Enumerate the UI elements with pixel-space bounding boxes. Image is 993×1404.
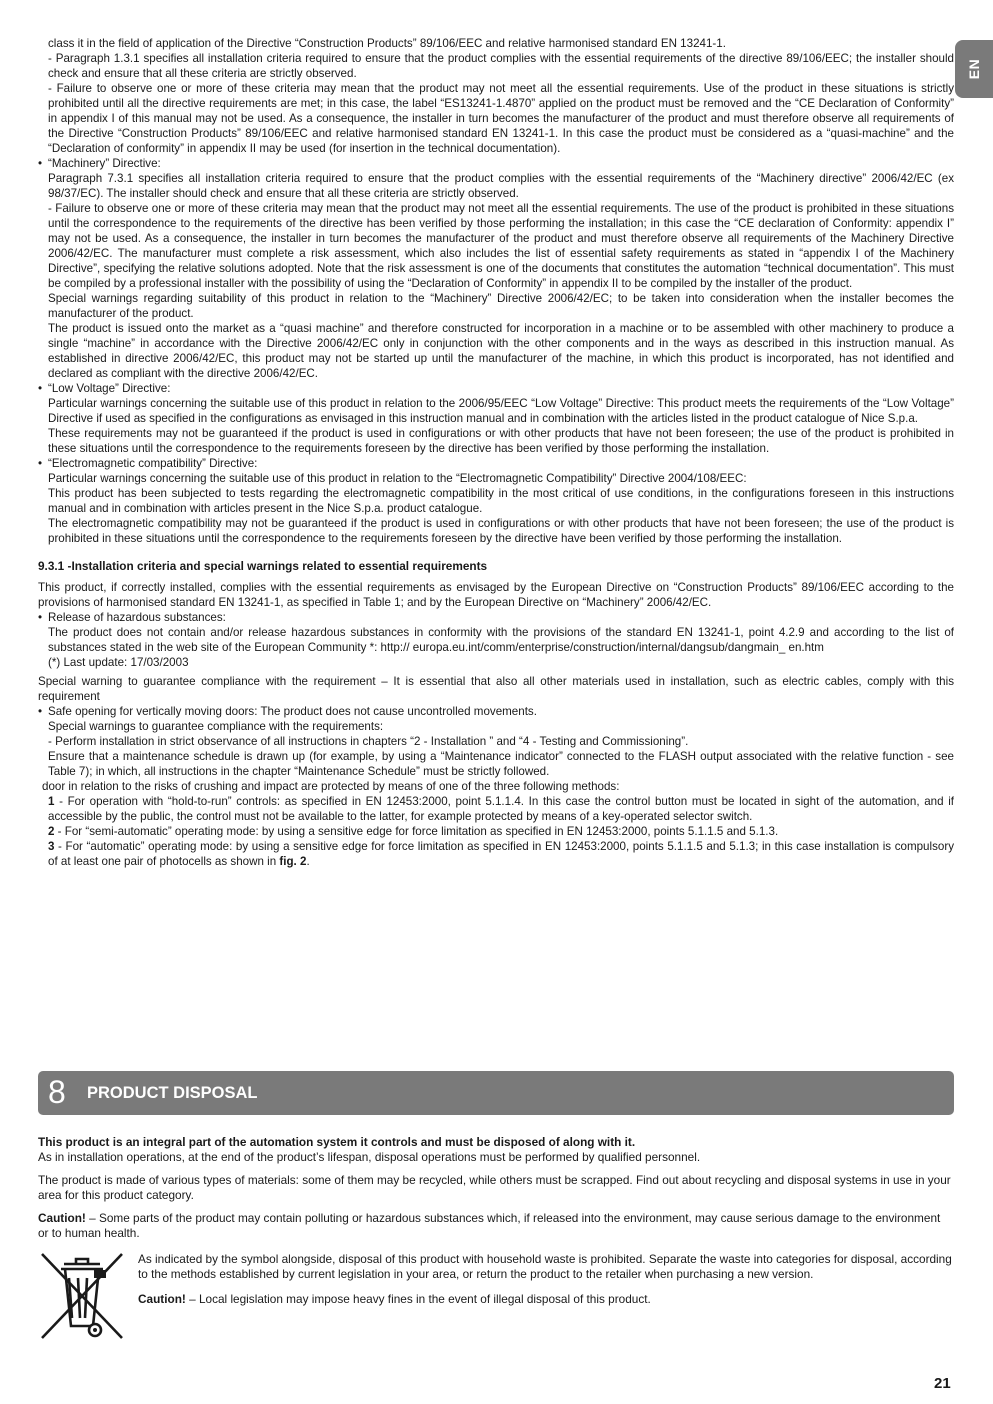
bullet-emc bbox=[38, 456, 954, 471]
bullet-low-voltage bbox=[38, 381, 954, 396]
language-tab-label: EN bbox=[966, 58, 982, 80]
bullet-heading: “Machinery” Directive: bbox=[48, 157, 161, 170]
bullet-safe-opening bbox=[38, 704, 954, 719]
paragraph: This product has been subjected to tests regarding the electromagnetic compatibility in the most critical of use conditions, in the configurations foreseen in this instructions manual and in combination with articles present in the Nice S.p.a. product catalogue. bbox=[48, 487, 954, 515]
bullet-heading: “Low Voltage” Directive: bbox=[48, 382, 171, 395]
method-text: - For “automatic” operating mode: by using a sensitive edge for force limitation as specified in EN 12453:2000, points 5.1.1.5 and 5.1.3; in this case installation is compulsory of at least one pair of photocells as shown in bbox=[48, 840, 954, 868]
section-title: PRODUCT DISPOSAL bbox=[87, 1084, 258, 1102]
bullet-icon: • bbox=[38, 705, 43, 718]
bullet-heading: “Electromagnetic compatibility” Directive: bbox=[48, 457, 258, 470]
bullet-heading: Release of hazardous substances: bbox=[48, 611, 226, 624]
method-1 bbox=[38, 794, 954, 824]
paragraph: (*) Last update: 17/03/2003 bbox=[48, 656, 189, 669]
paragraph: Special warnings to guarantee compliance with the requirements: bbox=[48, 720, 384, 733]
paragraph: - Failure to observe one or more of these criteria may mean that the product may not meet all the essential requirements. Use of the product in these situations is strictly prohibited until all the directive requirements are met; in this case, the label “ES13241-1.4870” applied on the product must be removed and the “CE Declaration of Conformity” in appendix I of this manual may not be used. As a consequence, the installer in turn becomes the manufacturer of the product and must therefore observe all requirements of the Directive “Construction Products” 89/106/EEC and relative harmonised standard EN 13241-1. In this case the product must be considered as a “quasi-machine” and the “Declaration of conformity” in appendix II may be used (for insertion in the technical documentation). bbox=[48, 82, 954, 155]
method-text: - For “semi-automatic” operating mode: by using a sensitive edge for force limitation as specified in EN 12453:2000, points 5.1.1.5 and 5.1.3. bbox=[54, 825, 779, 838]
paragraph: These requirements may not be guaranteed if the product is used in configurations or with other products that have not been foreseen; the use of the product is prohibited in these situations until the correspondence to the requirements foreseen by the directive has been verified by those performing the installation. bbox=[48, 427, 954, 455]
bullet-machinery bbox=[38, 156, 954, 171]
paragraph: The electromagnetic compatibility may not be guaranteed if the product is used in configurations or with other products that have not been foreseen; the use of the product is prohibited in these situations until the correspondence to the requirements foreseen by the directive have been verified by those performing the installation. bbox=[48, 517, 954, 545]
section-number: 8 bbox=[48, 1074, 66, 1110]
bullet-heading: Safe opening for vertically moving doors: The product does not cause uncontrolled movements. bbox=[48, 705, 537, 718]
figure-reference: fig. 2 bbox=[279, 855, 307, 868]
paragraph: - Failure to observe one or more of these criteria may mean that the product may not meet all the essential requirements. The use of the product is prohibited in these situations until the correspondence to the requirements of the directive has been verified by those performing the installation; in this case the “CE declaration of Conformity: appendix I” may not be used. As a consequence, the installer in turn becomes the manufacturer of the product and must therefore observe all requirements of the Machinery Directive 2006/42/EC. The manufacturer must complete a risk assessment, which also includes the list of essential safety requirements as stated in “appendix I of the Machinery Directive”, specifying the relative solutions adopted. Note that the risk assessment is one of the documents that constitutes the automation “technical documentation”. This must be compiled by a professional installer with the possibility of using the “Declaration of Conformity” in appendix II to be compiled by the installer of the product. bbox=[48, 202, 954, 290]
paragraph: - Perform installation in strict observance of all instructions in chapters “2 - Installation ” and “4 - Testing and Commissioning”. bbox=[48, 735, 689, 748]
language-tab bbox=[955, 40, 993, 98]
paragraph: Particular warnings concerning the suitable use of this product in relation to the “Electromagnetic Compatibility” Directive 2004/108/EEC: bbox=[48, 472, 747, 485]
paragraph: The product is made of various types of materials: some of them may be recycled, while others must be scrapped. Find out about recycling and disposal systems in use in your area for this product category. bbox=[38, 1173, 951, 1202]
paragraph: Ensure that a maintenance schedule is drawn up (for example, by using a “Maintenance indicator” connected to the FLASH output associated with the relative function - see Table 7); in which, all instructions in the chapter “Maintenance Schedule” must be strictly followed. bbox=[48, 750, 954, 778]
bullet-icon: • bbox=[38, 382, 43, 395]
paragraph: Special warning to guarantee compliance with the requirement – It is essential that also all other materials used in installation, such as electric cables, comply with this requirement bbox=[38, 675, 954, 703]
caution-text: – Some parts of the product may contain polluting or hazardous substances which, if released into the environment, may cause serious damage to the environment or to human health. bbox=[38, 1211, 941, 1240]
caution-paragraph bbox=[38, 1211, 954, 1241]
bin-text-block bbox=[138, 1252, 954, 1307]
intro-bold: This product is an integral part of the automation system it controls and must be disposed of along with it. bbox=[38, 1135, 636, 1149]
method-2 bbox=[38, 824, 954, 839]
method-number: 3 bbox=[48, 840, 55, 853]
caution-label: Caution! bbox=[38, 1211, 86, 1225]
method-number: 2 bbox=[48, 825, 55, 838]
paragraph: Particular warnings concerning the suitable use of this product in relation to the 2006/95/EEC “Low Voltage” Directive: This product meets the requirements of the “Low Voltage” Directive if used as specified in the configurations as envisaged in this instruction manual and in combination with the articles listed in the product catalogue of Nice S.p.a. bbox=[48, 397, 954, 425]
section-banner bbox=[38, 1071, 954, 1115]
page-number: 21 bbox=[934, 1375, 951, 1392]
paragraph: The product is issued onto the market as a “quasi machine” and therefore constructed for incorporation in a machine or to be assembled with other machinery to produce a single “machine” in accordance with the Directive 2006/42/EC only in conjunction with the other components and in the ways as described in this instruction manual. As established in directive 2006/42/EC, this product may not be started up until the manufacturer of the machine, in which this product is incorporated, has not identified and declared as compliant with the directive 2006/42/EC. bbox=[48, 322, 954, 380]
paragraph: Special warnings regarding suitability of this product in relation to the “Machinery” Directive 2006/42/EC; to be taken into consideration when the installer becomes the manufacturer of the product. bbox=[48, 292, 954, 320]
method-number: 1 bbox=[48, 795, 55, 808]
disposal-text bbox=[38, 1135, 954, 1241]
bullet-icon: • bbox=[38, 611, 43, 624]
caution-paragraph bbox=[138, 1292, 954, 1307]
caution-label: Caution! bbox=[138, 1292, 186, 1306]
directives-text bbox=[38, 36, 954, 869]
caution-text: – Local legislation may impose heavy fines in the event of illegal disposal of this product. bbox=[185, 1292, 651, 1306]
paragraph: As indicated by the symbol alongside, disposal of this product with household waste is prohibited. Separate the waste into categories for disposal, according to the methods established by current legislation in your area, or return the product to the retailer when purchasing a new version. bbox=[138, 1252, 952, 1281]
paragraph: The product does not contain and/or release hazardous substances in conformity with the provisions of the standard EN 13241-1, point 4.2.9 and according to the list of substances stated in the web site of the European Community *: http:// europa.eu.int/comm/enterprise/construction/internal/dangsub/dangmain_ en.htm bbox=[48, 626, 954, 654]
method-text-end: . bbox=[306, 855, 310, 868]
bullet-icon: • bbox=[38, 157, 43, 170]
paragraph: class it in the field of application of the Directive “Construction Products” 89/106/EEC and relative harmonised standard EN 13241-1. bbox=[48, 37, 726, 50]
bullet-icon: • bbox=[38, 457, 43, 470]
subsection-heading: 9.3.1 -Installation criteria and special warnings related to essential requirements bbox=[38, 559, 488, 573]
paragraph: As in installation operations, at the end of the product’s lifespan, disposal operations must be performed by qualified personnel. bbox=[38, 1150, 701, 1164]
bullet-hazardous bbox=[38, 610, 954, 625]
method-3 bbox=[38, 839, 954, 869]
paragraph: - Paragraph 1.3.1 specifies all installation criteria required to ensure that the product complies with the essential requirements of the directive 89/106/EEC; the installer should check and ensure that all these criteria are strictly observed. bbox=[48, 52, 954, 80]
paragraph: Paragraph 7.3.1 specifies all installation criteria required to ensure that the product complies with the essential requirements of the “Machinery directive” 2006/42/EC (ex 98/37/EC). The installer should check and ensure that all these criteria are strictly observed. bbox=[48, 172, 954, 200]
paragraph: door in relation to the risks of crushing and impact are protected by means of one of the three following methods: bbox=[42, 780, 620, 793]
crossed-bin-icon bbox=[38, 1250, 126, 1342]
method-text: - For operation with “hold-to-run” controls: as specified in EN 12453:2000, point 5.1.1.4. In this case the control button must be located in sight of the automation, and if accessible by the public, the control must not be available to the latter, for example protected by means of a key-operated selector switch. bbox=[48, 795, 954, 823]
paragraph: This product, if correctly installed, complies with the essential requirements as envisaged by the European Directive on “Construction Products” 89/106/EEC according to the provisions of harmonised standard EN 13241-1, as specified in Table 1; and by the European Directive on “Machinery” 2006/42/EC. bbox=[38, 581, 954, 609]
